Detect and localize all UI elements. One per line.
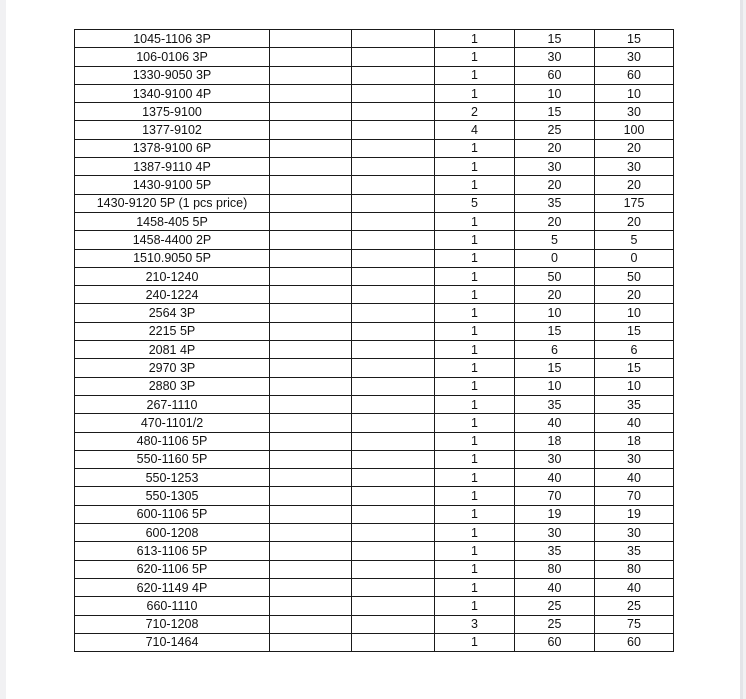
table-row: [75, 304, 674, 322]
table-row: [75, 377, 674, 395]
unit-price-cell: 40: [515, 469, 595, 487]
blank-cell: [270, 377, 352, 395]
unit-price-cell: 30: [515, 524, 595, 542]
table-body: [75, 30, 674, 652]
table-row: [75, 139, 674, 157]
blank-cell: [352, 286, 435, 304]
total-cell: 15: [595, 359, 674, 377]
blank-cell: [270, 249, 352, 267]
blank-cell: [352, 194, 435, 212]
total-cell: 20: [595, 286, 674, 304]
blank-cell: [352, 505, 435, 523]
item-code-cell: 480-1106 5P: [75, 432, 270, 450]
item-code-cell: 710-1208: [75, 615, 270, 633]
total-cell: 10: [595, 304, 674, 322]
unit-price-cell: 70: [515, 487, 595, 505]
blank-cell: [352, 633, 435, 651]
table-row: [75, 176, 674, 194]
table-row: [75, 66, 674, 84]
table-row: [75, 615, 674, 633]
blank-cell: [270, 48, 352, 66]
blank-cell: [270, 121, 352, 139]
blank-cell: [270, 578, 352, 596]
page-edge: [740, 0, 743, 699]
unit-price-cell: 15: [515, 322, 595, 340]
table-row: [75, 322, 674, 340]
table-row: [75, 249, 674, 267]
item-code-cell: 1377-9102: [75, 121, 270, 139]
blank-cell: [270, 560, 352, 578]
unit-price-cell: 15: [515, 103, 595, 121]
blank-cell: [352, 542, 435, 560]
blank-cell: [270, 103, 352, 121]
blank-cell: [352, 48, 435, 66]
price-table: [74, 29, 674, 652]
quantity-cell: 1: [435, 524, 515, 542]
blank-cell: [352, 304, 435, 322]
total-cell: 35: [595, 395, 674, 413]
item-code-cell: 613-1106 5P: [75, 542, 270, 560]
table-row: [75, 48, 674, 66]
total-cell: 10: [595, 84, 674, 102]
blank-cell: [352, 30, 435, 48]
blank-cell: [270, 231, 352, 249]
table-row: [75, 414, 674, 432]
unit-price-cell: 25: [515, 597, 595, 615]
table-row: [75, 395, 674, 413]
table-row: [75, 487, 674, 505]
quantity-cell: 1: [435, 176, 515, 194]
total-cell: 30: [595, 158, 674, 176]
total-cell: 50: [595, 267, 674, 285]
total-cell: 175: [595, 194, 674, 212]
table-row: [75, 121, 674, 139]
item-code-cell: 240-1224: [75, 286, 270, 304]
item-code-cell: 1375-9100: [75, 103, 270, 121]
blank-cell: [352, 84, 435, 102]
quantity-cell: 4: [435, 121, 515, 139]
quantity-cell: 3: [435, 615, 515, 633]
blank-cell: [270, 30, 352, 48]
unit-price-cell: 15: [515, 30, 595, 48]
table-row: [75, 359, 674, 377]
unit-price-cell: 35: [515, 542, 595, 560]
blank-cell: [352, 231, 435, 249]
blank-cell: [352, 158, 435, 176]
total-cell: 20: [595, 176, 674, 194]
table-row: [75, 560, 674, 578]
table-row: [75, 84, 674, 102]
unit-price-cell: 10: [515, 304, 595, 322]
quantity-cell: 1: [435, 578, 515, 596]
quantity-cell: 1: [435, 304, 515, 322]
item-code-cell: 2564 3P: [75, 304, 270, 322]
item-code-cell: 1510.9050 5P: [75, 249, 270, 267]
quantity-cell: 1: [435, 414, 515, 432]
table-row: [75, 450, 674, 468]
item-code-cell: 550-1160 5P: [75, 450, 270, 468]
total-cell: 20: [595, 212, 674, 230]
blank-cell: [270, 139, 352, 157]
table-row: [75, 597, 674, 615]
item-code-cell: 470-1101/2: [75, 414, 270, 432]
blank-cell: [352, 66, 435, 84]
total-cell: 15: [595, 322, 674, 340]
total-cell: 80: [595, 560, 674, 578]
total-cell: 30: [595, 524, 674, 542]
blank-cell: [352, 560, 435, 578]
item-code-cell: 550-1305: [75, 487, 270, 505]
blank-cell: [270, 414, 352, 432]
blank-cell: [270, 341, 352, 359]
quantity-cell: 1: [435, 212, 515, 230]
unit-price-cell: 60: [515, 66, 595, 84]
blank-cell: [352, 469, 435, 487]
unit-price-cell: 30: [515, 450, 595, 468]
total-cell: 15: [595, 30, 674, 48]
quantity-cell: 1: [435, 48, 515, 66]
total-cell: 30: [595, 450, 674, 468]
blank-cell: [352, 103, 435, 121]
blank-cell: [352, 139, 435, 157]
total-cell: 40: [595, 414, 674, 432]
table-row: [75, 231, 674, 249]
blank-cell: [270, 432, 352, 450]
quantity-cell: 1: [435, 432, 515, 450]
blank-cell: [352, 267, 435, 285]
blank-cell: [352, 395, 435, 413]
blank-cell: [352, 359, 435, 377]
table-row: [75, 578, 674, 596]
table-row: [75, 103, 674, 121]
quantity-cell: 1: [435, 286, 515, 304]
blank-cell: [270, 524, 352, 542]
table-row: [75, 505, 674, 523]
total-cell: 18: [595, 432, 674, 450]
unit-price-cell: 18: [515, 432, 595, 450]
unit-price-cell: 30: [515, 158, 595, 176]
blank-cell: [270, 597, 352, 615]
table-row: [75, 633, 674, 651]
table-row: [75, 542, 674, 560]
total-cell: 70: [595, 487, 674, 505]
total-cell: 5: [595, 231, 674, 249]
unit-price-cell: 15: [515, 359, 595, 377]
quantity-cell: 1: [435, 267, 515, 285]
blank-cell: [270, 469, 352, 487]
blank-cell: [270, 212, 352, 230]
item-code-cell: 210-1240: [75, 267, 270, 285]
unit-price-cell: 0: [515, 249, 595, 267]
total-cell: 100: [595, 121, 674, 139]
blank-cell: [352, 121, 435, 139]
blank-cell: [270, 176, 352, 194]
blank-cell: [270, 633, 352, 651]
quantity-cell: 2: [435, 103, 515, 121]
blank-cell: [270, 359, 352, 377]
item-code-cell: 600-1106 5P: [75, 505, 270, 523]
blank-cell: [270, 450, 352, 468]
item-code-cell: 2970 3P: [75, 359, 270, 377]
blank-cell: [352, 176, 435, 194]
document-page: [6, 0, 743, 699]
unit-price-cell: 35: [515, 194, 595, 212]
table-row: [75, 341, 674, 359]
blank-cell: [352, 341, 435, 359]
unit-price-cell: 10: [515, 84, 595, 102]
item-code-cell: 2880 3P: [75, 377, 270, 395]
quantity-cell: 1: [435, 322, 515, 340]
total-cell: 19: [595, 505, 674, 523]
blank-cell: [352, 414, 435, 432]
item-code-cell: 600-1208: [75, 524, 270, 542]
blank-cell: [352, 377, 435, 395]
blank-cell: [270, 66, 352, 84]
table-row: [75, 524, 674, 542]
unit-price-cell: 20: [515, 286, 595, 304]
table-row: [75, 286, 674, 304]
unit-price-cell: 6: [515, 341, 595, 359]
total-cell: 6: [595, 341, 674, 359]
total-cell: 40: [595, 578, 674, 596]
blank-cell: [270, 194, 352, 212]
item-code-cell: 620-1149 4P: [75, 578, 270, 596]
total-cell: 10: [595, 377, 674, 395]
blank-cell: [270, 505, 352, 523]
unit-price-cell: 5: [515, 231, 595, 249]
item-code-cell: 1387-9110 4P: [75, 158, 270, 176]
total-cell: 30: [595, 103, 674, 121]
quantity-cell: 1: [435, 158, 515, 176]
unit-price-cell: 20: [515, 212, 595, 230]
item-code-cell: 1458-4400 2P: [75, 231, 270, 249]
quantity-cell: 1: [435, 84, 515, 102]
blank-cell: [270, 84, 352, 102]
unit-price-cell: 80: [515, 560, 595, 578]
quantity-cell: 1: [435, 66, 515, 84]
quantity-cell: 1: [435, 542, 515, 560]
quantity-cell: 1: [435, 469, 515, 487]
total-cell: 35: [595, 542, 674, 560]
quantity-cell: 1: [435, 633, 515, 651]
blank-cell: [270, 487, 352, 505]
blank-cell: [352, 487, 435, 505]
blank-cell: [352, 249, 435, 267]
quantity-cell: 1: [435, 359, 515, 377]
table-row: [75, 432, 674, 450]
quantity-cell: 1: [435, 377, 515, 395]
blank-cell: [352, 212, 435, 230]
blank-cell: [270, 615, 352, 633]
item-code-cell: 550-1253: [75, 469, 270, 487]
unit-price-cell: 30: [515, 48, 595, 66]
total-cell: 60: [595, 66, 674, 84]
unit-price-cell: 50: [515, 267, 595, 285]
blank-cell: [352, 432, 435, 450]
table-row: [75, 194, 674, 212]
total-cell: 25: [595, 597, 674, 615]
item-code-cell: 620-1106 5P: [75, 560, 270, 578]
item-code-cell: 1340-9100 4P: [75, 84, 270, 102]
quantity-cell: 1: [435, 560, 515, 578]
unit-price-cell: 25: [515, 615, 595, 633]
item-code-cell: 1430-9100 5P: [75, 176, 270, 194]
quantity-cell: 1: [435, 139, 515, 157]
quantity-cell: 1: [435, 249, 515, 267]
unit-price-cell: 60: [515, 633, 595, 651]
item-code-cell: 1330-9050 3P: [75, 66, 270, 84]
blank-cell: [270, 395, 352, 413]
blank-cell: [352, 615, 435, 633]
item-code-cell: 710-1464: [75, 633, 270, 651]
total-cell: 0: [595, 249, 674, 267]
total-cell: 30: [595, 48, 674, 66]
quantity-cell: 1: [435, 395, 515, 413]
unit-price-cell: 10: [515, 377, 595, 395]
quantity-cell: 1: [435, 450, 515, 468]
blank-cell: [270, 542, 352, 560]
item-code-cell: 1045-1106 3P: [75, 30, 270, 48]
total-cell: 60: [595, 633, 674, 651]
blank-cell: [270, 286, 352, 304]
blank-cell: [352, 322, 435, 340]
unit-price-cell: 40: [515, 578, 595, 596]
item-code-cell: 2215 5P: [75, 322, 270, 340]
item-code-cell: 1458-405 5P: [75, 212, 270, 230]
total-cell: 75: [595, 615, 674, 633]
blank-cell: [270, 322, 352, 340]
blank-cell: [352, 524, 435, 542]
blank-cell: [270, 158, 352, 176]
blank-cell: [352, 578, 435, 596]
item-code-cell: 1378-9100 6P: [75, 139, 270, 157]
unit-price-cell: 20: [515, 139, 595, 157]
item-code-cell: 660-1110: [75, 597, 270, 615]
item-code-cell: 2081 4P: [75, 341, 270, 359]
table-row: [75, 267, 674, 285]
unit-price-cell: 19: [515, 505, 595, 523]
table-row: [75, 212, 674, 230]
blank-cell: [270, 267, 352, 285]
unit-price-cell: 35: [515, 395, 595, 413]
blank-cell: [352, 450, 435, 468]
item-code-cell: 1430-9120 5P (1 pcs price): [75, 194, 270, 212]
quantity-cell: 1: [435, 341, 515, 359]
table-row: [75, 469, 674, 487]
total-cell: 40: [595, 469, 674, 487]
unit-price-cell: 25: [515, 121, 595, 139]
total-cell: 20: [595, 139, 674, 157]
quantity-cell: 1: [435, 505, 515, 523]
quantity-cell: 1: [435, 487, 515, 505]
unit-price-cell: 40: [515, 414, 595, 432]
quantity-cell: 5: [435, 194, 515, 212]
quantity-cell: 1: [435, 231, 515, 249]
item-code-cell: 106-0106 3P: [75, 48, 270, 66]
blank-cell: [270, 304, 352, 322]
blank-cell: [352, 597, 435, 615]
quantity-cell: 1: [435, 30, 515, 48]
table-row: [75, 158, 674, 176]
unit-price-cell: 20: [515, 176, 595, 194]
item-code-cell: 267-1110: [75, 395, 270, 413]
quantity-cell: 1: [435, 597, 515, 615]
table-row: [75, 30, 674, 48]
